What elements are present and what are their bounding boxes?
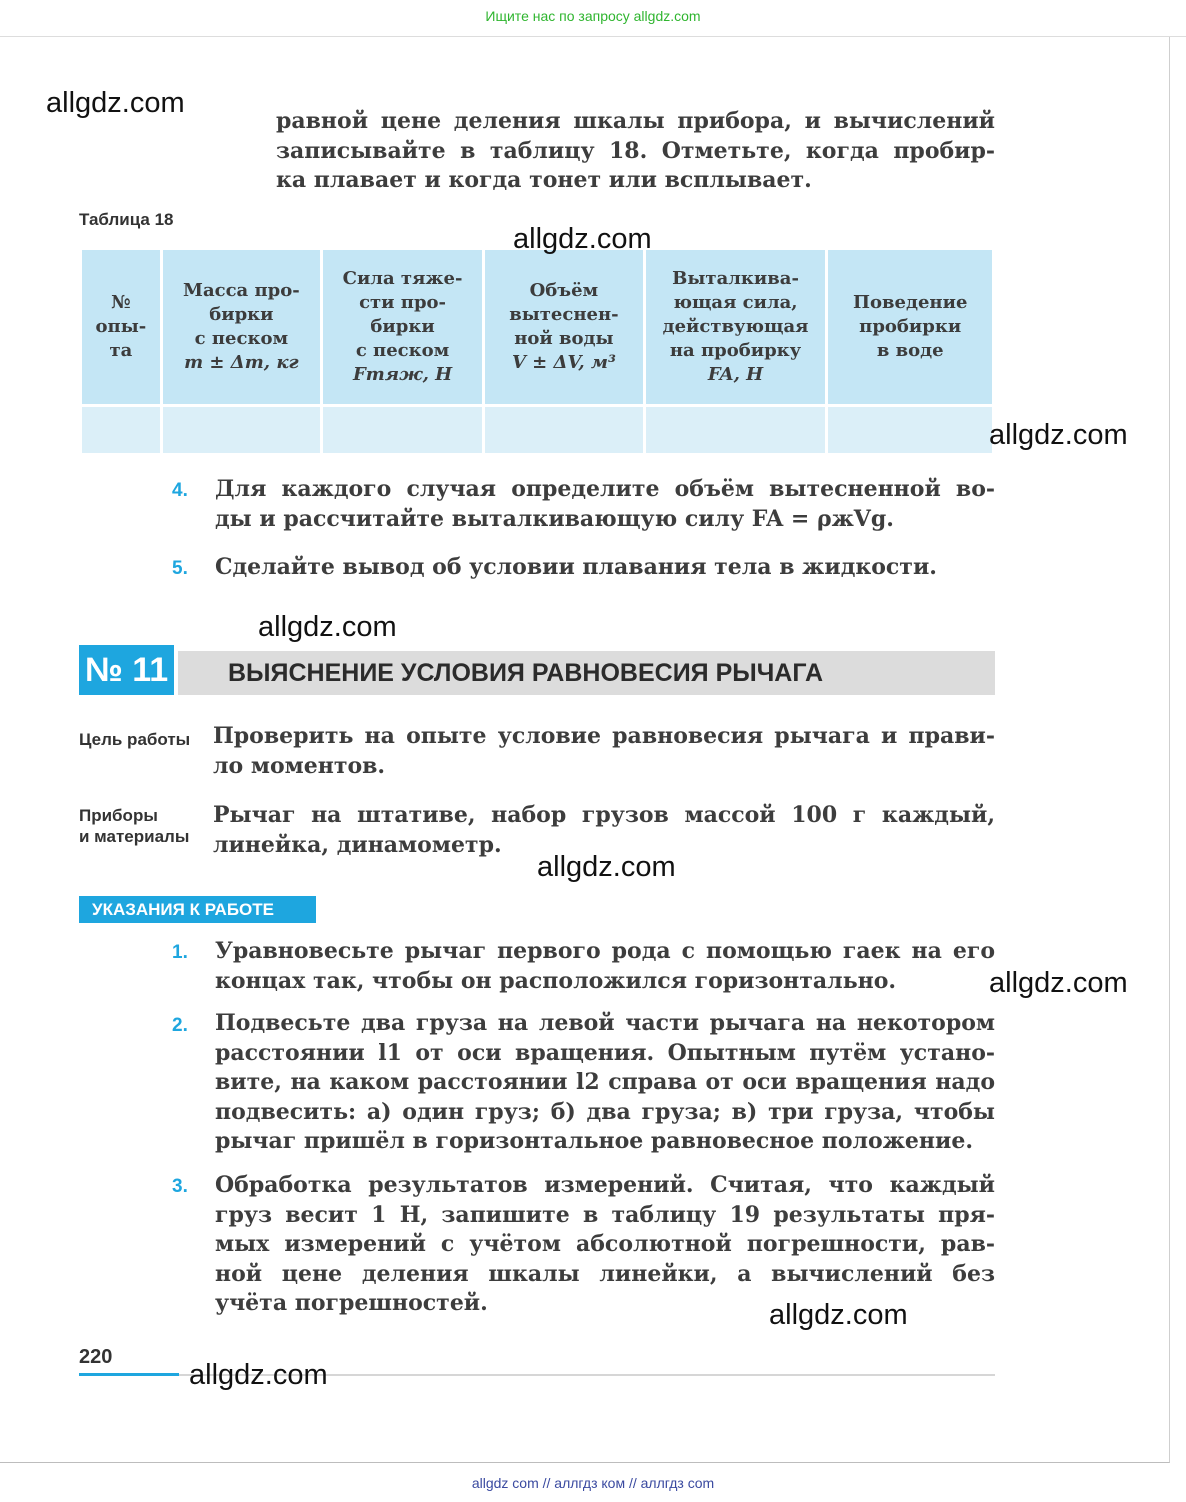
goal-label: Цель работы — [79, 730, 191, 749]
equipment-label: Приборы и материалы — [79, 806, 190, 846]
table-18 — [79, 250, 995, 453]
step-number: 5. — [172, 558, 188, 579]
step-number: 2. — [172, 1015, 188, 1036]
intro-line: равной цене деления шкалы прибора, и вычислений — [276, 108, 995, 134]
header-tube-mass: Масса про- бирки с песком m ± Δm, кг — [163, 250, 320, 404]
table-cell — [646, 404, 826, 453]
page-divider-accent — [79, 1373, 179, 1376]
watermark: allgdz.com — [989, 967, 1128, 999]
header-buoyant-force: Выталкива- ющая сила, действующая на пробирку FA, Н — [646, 250, 826, 404]
watermark: allgdz.com — [513, 223, 652, 255]
watermark: allgdz.com — [769, 1299, 908, 1331]
step-number: 1. — [172, 942, 188, 963]
goal-text: Проверить на опыте условие равновесия рычага и прави- ло моментов. — [213, 723, 995, 779]
section-title: ВЫЯСНЕНИЕ УСЛОВИЯ РАВНОВЕСИЯ РЫЧАГА — [178, 651, 995, 695]
bottom-banner-text: allgdz com // аллгдз ком // аллгдз com — [471, 1475, 715, 1491]
watermark: allgdz.com — [46, 87, 185, 119]
watermark: allgdz.com — [189, 1359, 328, 1391]
intro-line: ка плавает и когда тонет или всплывает. — [276, 167, 812, 193]
table-cell — [323, 404, 482, 453]
page-number: 220 — [79, 1346, 113, 1368]
bottom-banner — [0, 1466, 1186, 1502]
watermark: allgdz.com — [258, 611, 397, 643]
header-displaced-volume: Объём вытеснен- ной воды V ± ΔV, м³ — [485, 250, 643, 404]
equipment-text: Рычаг на штативе, набор грузов массой 100 г каждый, линейка, динамометр. — [213, 802, 995, 858]
header-gravity-force: Сила тяже- сти про- бирки с песком Fтяж, Н — [323, 250, 482, 404]
table-cell — [485, 404, 643, 453]
top-banner — [0, 0, 1186, 37]
table-cell — [828, 404, 992, 453]
step-text: Сделайте вывод об условии плавания тела в жидкости. — [215, 554, 937, 580]
step-number: 3. — [172, 1176, 188, 1197]
intro-paragraph — [276, 107, 995, 196]
intro-line: записывайте в таблицу 18. Отметьте, когда пробир- — [276, 137, 995, 164]
section-number-badge: № 11 — [79, 645, 174, 695]
header-tube-behavior: Поведение пробирки в воде — [828, 250, 992, 404]
watermark: allgdz.com — [989, 419, 1128, 451]
step-text: Для каждого случая определите объём вытесненной во- ды и рассчитайте выталкивающую силу FA = ρжVg. — [215, 476, 995, 532]
step-text: Уравновесьте рычаг первого рода с помощью гаек на его концах так, чтобы он расположился горизонтально. — [215, 938, 995, 994]
top-banner-text: Ищите нас по запросу allgdz.com — [485, 8, 701, 24]
step-text: Обработка результатов измерений. Считая, что каждый груз весит 1 Н, запишите в таблицу 19 результаты пря- мых измерений с учётом абсолютной погрешности, рав- ной цене деления шкалы линейки, а вычислений без учёта погрешностей. — [215, 1172, 995, 1316]
table-caption: Таблица 18 — [79, 210, 174, 229]
table-row — [82, 404, 992, 453]
header-experiment-number: № опы- та — [82, 250, 160, 404]
watermark: allgdz.com — [537, 851, 676, 883]
step-number: 4. — [172, 480, 188, 501]
table-header-row — [82, 250, 992, 404]
table-cell — [163, 404, 320, 453]
instructions-label: УКАЗАНИЯ К РАБОТЕ — [79, 896, 316, 923]
step-text: Подвесьте два груза на левой части рычага на некотором расстоянии l1 от оси вращения. Опытным путём устано- вите, на каком расстоянии l2 справа от оси вращения надо подвесить: а) один груз; б) два груза; в) три груза, чтобы рычаг пришёл в горизонтальное равновесное положение. — [215, 1010, 995, 1154]
table-cell — [82, 404, 160, 453]
